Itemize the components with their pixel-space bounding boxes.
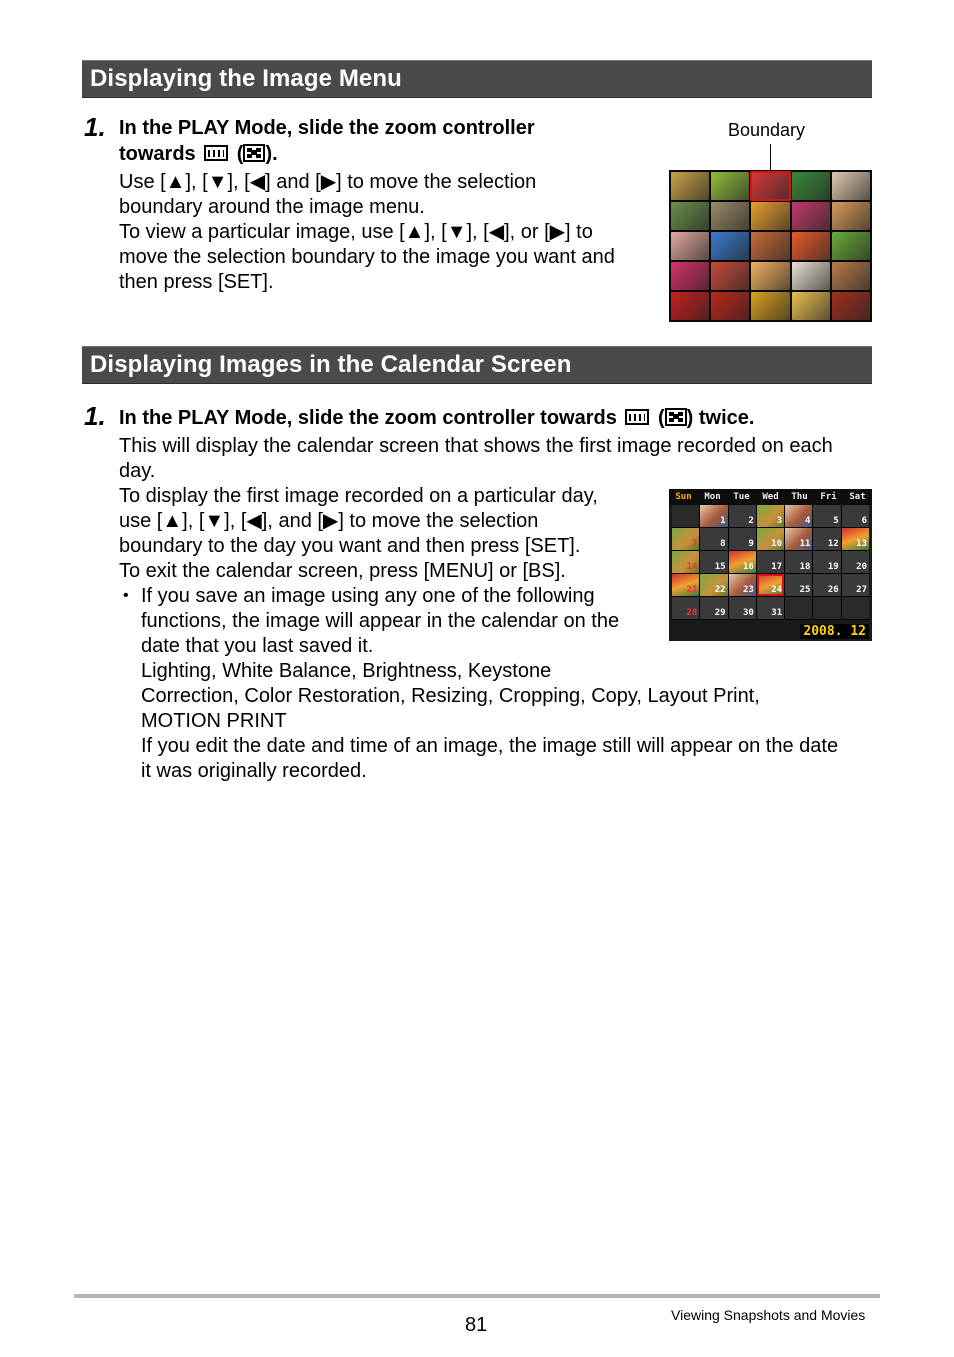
weekday-label: Fri [820, 492, 837, 502]
calendar-day-cell [813, 574, 840, 596]
thumbnail-image [711, 292, 749, 320]
zoom-tele-icon [204, 145, 228, 161]
step-title-line-1: In the PLAY Mode, slide the zoom controller [119, 117, 535, 139]
calendar-day-number: 9 [748, 539, 754, 549]
calendar-day-cell [672, 551, 699, 573]
section-heading-text: Displaying the Image Menu [90, 65, 402, 92]
calendar-day-cell [700, 597, 727, 619]
thumbnail-image [832, 202, 870, 230]
page-number: 81 [465, 1314, 488, 1336]
weekday-label: Wed [762, 492, 779, 502]
calendar-day-number: 29 [714, 608, 726, 618]
calendar-day-number: 19 [827, 562, 839, 572]
thumbnail-image [711, 232, 749, 260]
calendar-day-cell [813, 505, 840, 527]
calendar-day-grid [672, 505, 869, 620]
grid-view-icon [665, 408, 687, 426]
figure-label-boundary: Boundary [728, 120, 806, 140]
calendar-month-label: 2008. 12 [800, 624, 869, 639]
calendar-day-number: 8 [720, 539, 726, 549]
thumbnail-image [792, 232, 830, 260]
calendar-day-number: 3 [776, 516, 783, 526]
calendar-day-cell [842, 597, 869, 619]
thumbnail-image [671, 202, 709, 230]
calendar-day-number: 28 [686, 608, 698, 618]
text-line: If you edit the date and time of an image, the image still will appear on the date [141, 735, 839, 757]
weekday-label: Mon [704, 492, 721, 502]
text-line: day. [119, 460, 156, 482]
calendar-day-cell [842, 505, 869, 527]
calendar-day-cell [813, 551, 840, 573]
calendar-day-cell [700, 574, 727, 596]
text-line: it was originally recorded. [141, 760, 367, 782]
calendar-day-cell [672, 597, 699, 619]
calendar-day-number: 15 [714, 562, 726, 572]
calendar-day-cell [757, 505, 784, 527]
calendar-day-cell [729, 574, 756, 596]
calendar-day-number: 6 [861, 516, 867, 526]
text-line: date that you last saved it. [141, 635, 374, 657]
thumbnail-image [792, 262, 830, 290]
calendar-day-number: 20 [856, 562, 867, 572]
section-heading-text: Displaying Images in the Calendar Screen [90, 351, 572, 378]
thumbnail-image [832, 262, 870, 290]
calendar-day-cell [785, 528, 812, 550]
step-title: In the PLAY Mode, slide the zoom controller towards ( ) twice. [119, 407, 755, 429]
step-title-line-2: towards ( ). [119, 143, 278, 165]
step-title-towards: towards [119, 143, 196, 165]
calendar-day-cell [842, 574, 869, 596]
image-menu-screenshot [669, 170, 872, 322]
calendar-day-number: 23 [743, 585, 754, 595]
thumbnail-image [711, 262, 749, 290]
section-heading-image-menu [82, 60, 872, 98]
thumbnail-image [792, 202, 830, 230]
weekday-label: Sun [675, 492, 692, 502]
calendar-day-cell [757, 574, 784, 596]
text-line: If you save an image using any one of the following [141, 585, 595, 607]
step-title-text: In the PLAY Mode, slide the zoom controller towards [119, 407, 617, 429]
text-line: then press [SET]. [119, 271, 274, 293]
calendar-day-number: 2 [748, 516, 754, 526]
instructions-image-menu [119, 170, 615, 295]
thumbnail-image [792, 292, 830, 320]
calendar-day-cell [757, 528, 784, 550]
text-line: To view a particular image, use [▲], [▼], [◀], or [▶] to [119, 221, 593, 243]
step-title-end: ). [265, 143, 278, 165]
step-number: 1. [84, 401, 106, 431]
step-number: 1. [84, 112, 106, 142]
calendar-instructions [119, 484, 598, 584]
calendar-day-cell [757, 597, 784, 619]
thumbnail-image [711, 202, 749, 230]
calendar-day-number: 30 [743, 608, 754, 618]
text-line: move the selection boundary to the image you want and [119, 246, 615, 268]
boundary-pointer-line [770, 144, 771, 172]
thumbnail-image [751, 262, 789, 290]
calendar-day-number: 5 [833, 516, 839, 526]
calendar-weekday-header [669, 489, 872, 505]
thumbnail-image [832, 172, 870, 200]
step-title-end: ) twice. [686, 407, 755, 429]
text-line: Use [▲], [▼], [◀] and [▶] to move the selection [119, 171, 537, 193]
calendar-day-cell [813, 528, 840, 550]
text-line: To display the first image recorded on a particular day, [119, 485, 598, 507]
calendar-day-number: 10 [771, 539, 783, 549]
calendar-day-cell [785, 551, 812, 573]
text-line: boundary to the day you want and then press [SET]. [119, 535, 581, 557]
calendar-day-number: 22 [714, 585, 726, 595]
section-heading-calendar [82, 346, 872, 384]
text-line: functions, the image will appear in the calendar on the [141, 610, 620, 632]
text-line: To exit the calendar screen, press [MENU] or [BS]. [119, 560, 566, 582]
thumbnail-image [832, 232, 870, 260]
calendar-day-cell [785, 574, 812, 596]
calendar-day-number: 7 [691, 539, 698, 549]
calendar-day-cell [729, 597, 756, 619]
thumbnail-image [751, 172, 789, 200]
zoom-tele-icon [625, 409, 649, 425]
calendar-day-number: 31 [771, 608, 783, 618]
text-line: This will display the calendar screen that shows the first image recorded on each [119, 435, 833, 457]
bullet-marker: • [123, 587, 129, 604]
text-line: use [▲], [▼], [◀], and [▶] to move the selection [119, 510, 539, 532]
thumbnail-image [671, 292, 709, 320]
calendar-day-number: 26 [827, 585, 839, 595]
calendar-screenshot [669, 489, 872, 641]
calendar-day-number: 25 [799, 585, 811, 595]
calendar-day-number: 27 [856, 585, 867, 595]
text-line: MOTION PRINT [141, 710, 287, 732]
calendar-day-cell [700, 528, 727, 550]
calendar-day-cell [672, 528, 699, 550]
thumbnail-image [832, 292, 870, 320]
calendar-day-number: 16 [743, 562, 754, 572]
calendar-day-cell [842, 551, 869, 573]
calendar-day-cell [785, 597, 812, 619]
weekday-label: Sat [849, 492, 866, 502]
calendar-day-cell [729, 551, 756, 573]
calendar-day-cell [785, 505, 812, 527]
calendar-day-cell [842, 528, 869, 550]
text-line: boundary around the image menu. [119, 196, 425, 218]
calendar-day-cell [729, 528, 756, 550]
text-line: Correction, Color Restoration, Resizing, Cropping, Copy, Layout Print, [141, 685, 760, 707]
calendar-day-number: 1 [720, 516, 726, 526]
calendar-day-number: 21 [686, 585, 698, 595]
calendar-day-number: 17 [771, 562, 783, 572]
calendar-day-number: 4 [805, 516, 811, 526]
calendar-intro [119, 434, 833, 484]
calendar-day-number: 14 [686, 562, 698, 572]
footer-chapter: Viewing Snapshots and Movies [671, 1307, 866, 1323]
footer-rule [74, 1294, 880, 1298]
thumbnail-image [751, 202, 789, 230]
thumbnail-image [751, 292, 789, 320]
text-line: Lighting, White Balance, Brightness, Keystone [141, 660, 552, 682]
calendar-day-cell [700, 551, 727, 573]
step-title [119, 115, 535, 167]
thumbnail-image [671, 262, 709, 290]
weekday-label: Tue [733, 492, 750, 502]
calendar-day-cell [757, 551, 784, 573]
thumbnail-image [671, 232, 709, 260]
thumbnail-image [792, 172, 830, 200]
calendar-day-number: 11 [799, 539, 811, 549]
calendar-day-cell [672, 574, 699, 596]
thumbnail-image [711, 172, 749, 200]
calendar-day-number: 18 [799, 562, 811, 572]
calendar-day-cell [813, 597, 840, 619]
calendar-day-cell [700, 505, 727, 527]
calendar-day-cell [672, 505, 699, 527]
thumbnail-image [671, 172, 709, 200]
grid-view-icon [243, 144, 265, 162]
thumbnail-image [751, 232, 789, 260]
calendar-day-number: 12 [827, 539, 839, 549]
calendar-day-cell [729, 505, 756, 527]
calendar-day-number: 24 [771, 585, 783, 595]
calendar-day-number: 13 [856, 539, 867, 549]
weekday-label: Thu [791, 492, 808, 502]
